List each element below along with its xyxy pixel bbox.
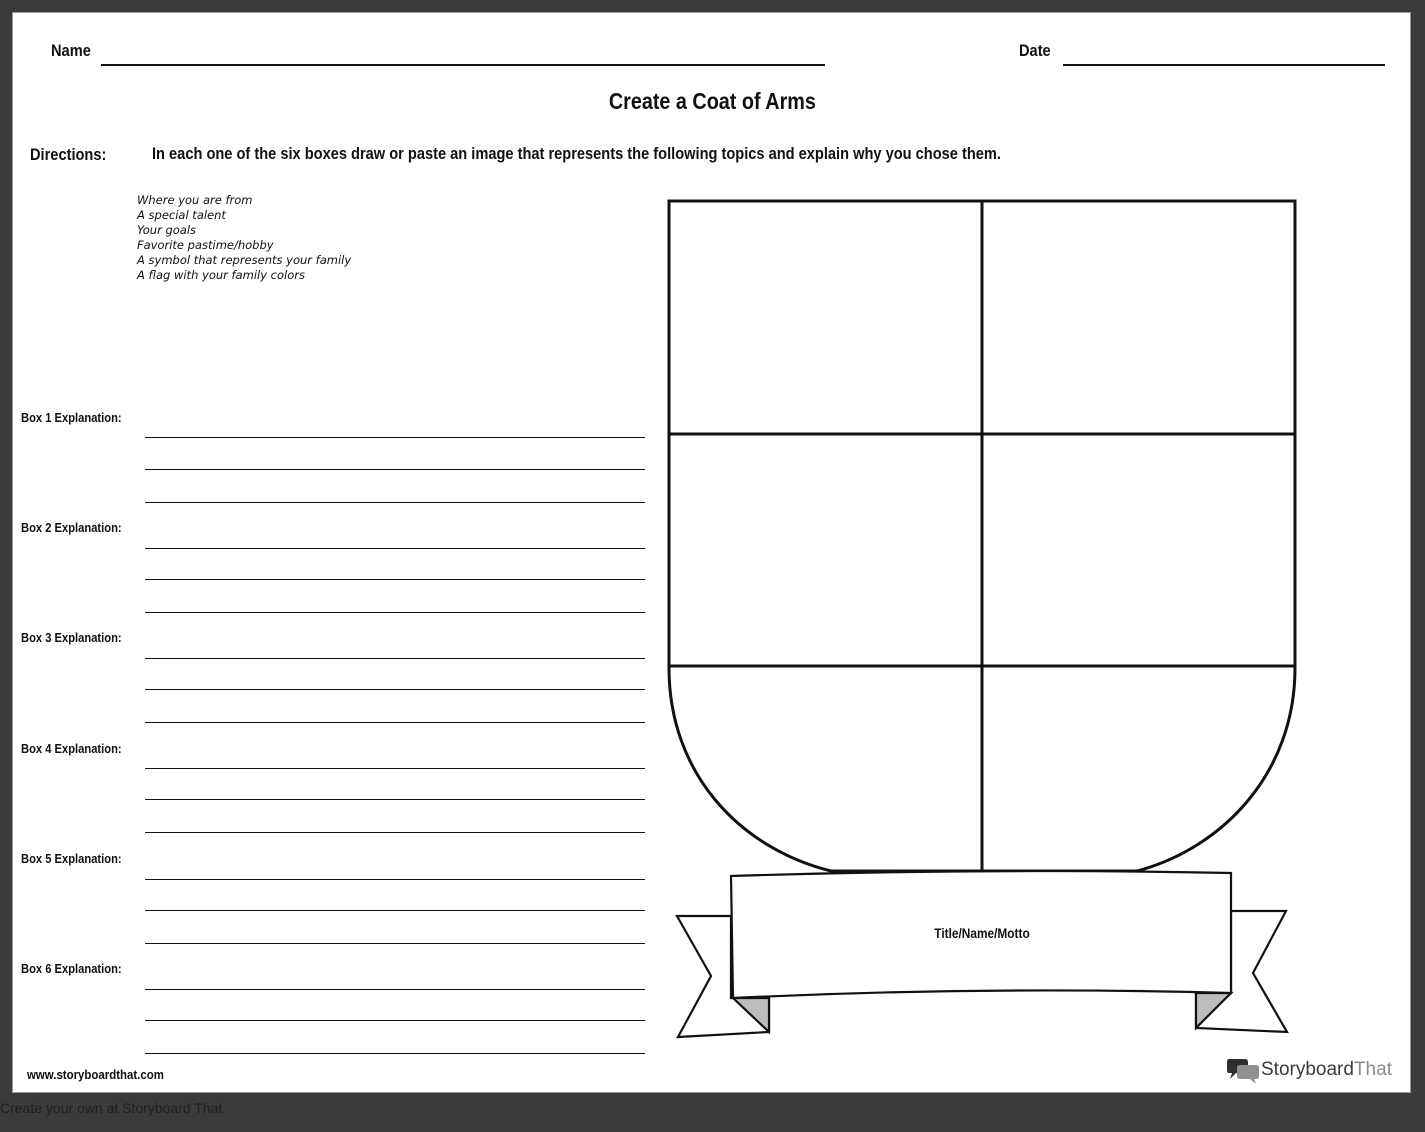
footer-url[interactable]: www.storyboardthat.com bbox=[27, 1067, 164, 1082]
topic-item: A special talent bbox=[137, 208, 226, 222]
date-label: Date bbox=[1019, 41, 1051, 60]
brand-light: That bbox=[1353, 1059, 1392, 1080]
speech-bubbles-icon bbox=[1227, 1056, 1259, 1084]
box-1-label: Box 1 Explanation: bbox=[21, 410, 122, 425]
bottom-caption: Create your own at Storyboard That bbox=[0, 1100, 223, 1116]
box-2-label: Box 2 Explanation: bbox=[21, 520, 122, 535]
directions-label: Directions: bbox=[30, 145, 107, 164]
topic-item: Your goals bbox=[137, 223, 197, 237]
storyboardthat-logo[interactable] bbox=[1227, 1056, 1392, 1084]
brand-main: Storyboard bbox=[1261, 1059, 1354, 1080]
topic-item: Where you are from bbox=[137, 193, 253, 207]
box-4-label: Box 4 Explanation: bbox=[21, 741, 122, 756]
brand-wordmark bbox=[1261, 1059, 1392, 1081]
box-6-label: Box 6 Explanation: bbox=[21, 961, 122, 976]
page-title-text: Create a Coat of Arms bbox=[608, 88, 817, 114]
box-5-label: Box 5 Explanation: bbox=[21, 851, 122, 866]
coat-of-arms-drawing bbox=[13, 13, 1410, 1092]
directions-text: In each one of the six boxes draw or paste an image that represents the following topics and explain why you chose them. bbox=[152, 144, 1001, 163]
banner-text: Title/Name/Motto bbox=[934, 925, 1030, 942]
topic-item: A symbol that represents your family bbox=[137, 253, 352, 267]
worksheet-page bbox=[12, 12, 1411, 1093]
topic-item: A flag with your family colors bbox=[137, 268, 305, 282]
topic-item: Favorite pastime/hobby bbox=[137, 238, 274, 252]
box-3-label: Box 3 Explanation: bbox=[21, 630, 122, 645]
name-label: Name bbox=[51, 41, 91, 60]
